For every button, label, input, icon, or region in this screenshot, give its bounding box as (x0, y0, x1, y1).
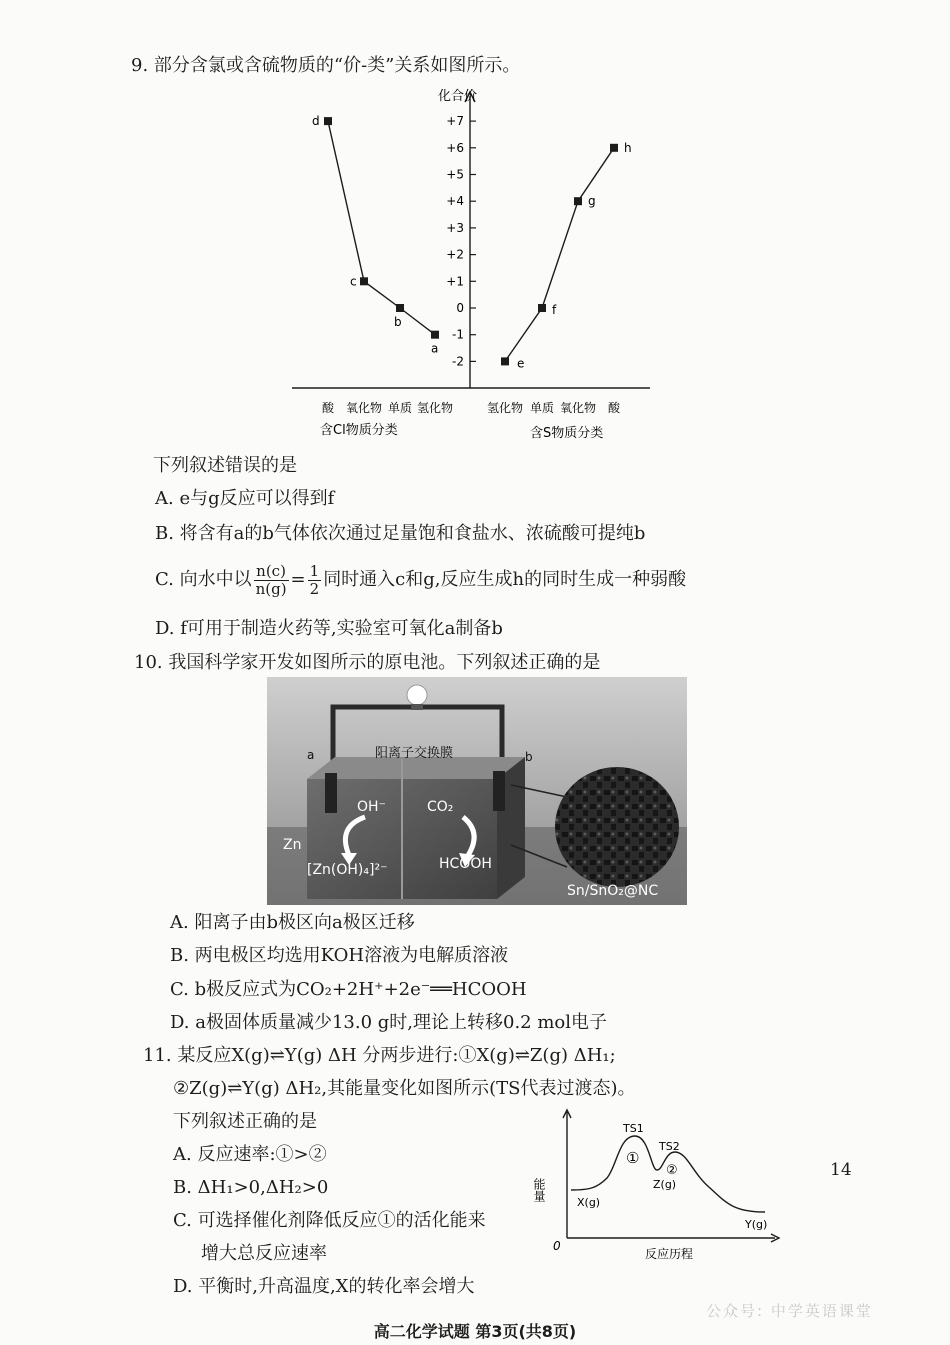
label-zn: Zn (283, 837, 302, 853)
label-znoh4: [Zn(OH)₄]²⁻ (307, 862, 388, 878)
ratio-denominator: n(g) (255, 579, 287, 598)
q9-option-c (155, 560, 686, 600)
label-a: a (307, 748, 315, 762)
half-numerator: 1 (309, 561, 320, 580)
label-b: b (525, 750, 533, 764)
point-c (360, 277, 368, 285)
y-tick-label: +5 (446, 167, 464, 182)
point-d (324, 117, 332, 125)
cl-category-label: 单质 (387, 401, 413, 415)
series-line-S (505, 148, 614, 362)
q11-energy-diagram (532, 1108, 785, 1268)
y-axis-label: 化合价 (438, 89, 478, 104)
catalyst-zoom (555, 767, 679, 887)
q10-option-c: C. b极反应式为CO₂+2H⁺+2e⁻══HCOOH (170, 979, 527, 1000)
half-denominator: 2 (309, 579, 320, 598)
electrode-a (325, 773, 337, 813)
q11-option-c-2: 增大总反应速率 (201, 1243, 327, 1264)
point-label-h: h (624, 140, 632, 155)
q9-prompt: 下列叙述错误的是 (153, 455, 297, 476)
point-e (501, 357, 509, 365)
q10-option-d: D. a极固体质量减少13.0 g时,理论上转移0.2 mol电子 (170, 1012, 608, 1033)
ts2-label: TS2 (659, 1140, 680, 1153)
point-label-d: d (312, 114, 320, 129)
q11-option-b: B. ΔH₁>0,ΔH₂>0 (173, 1177, 329, 1198)
cl-category-label: 酸 (321, 401, 335, 415)
origin-label: 0 (553, 1239, 561, 1253)
q11-stem-1: 11. 某反应X(g)⇌Y(g) ΔH 分两步进行:①X(g)⇌Z(g) ΔH₁; (143, 1045, 616, 1066)
q11-option-d: D. 平衡时,升高温度,X的转化率会增大 (173, 1276, 475, 1297)
q11-option-a: A. 反应速率:①>② (173, 1144, 327, 1165)
q9-option-c-pre: C. 向水中以 (155, 569, 252, 590)
y-tick-label: 0 (456, 301, 464, 315)
x-label: X(g) (577, 1196, 601, 1209)
point-h (610, 144, 618, 152)
s-group-label: 含S物质分类 (530, 426, 604, 441)
y-tick-label: +4 (446, 194, 464, 209)
point-label-b: b (394, 315, 402, 329)
step-2-marker: ② (666, 1163, 678, 1178)
cl-category-label: 氧化物 (345, 401, 383, 415)
q10-battery-figure (267, 677, 687, 905)
light-bulb-icon (407, 685, 427, 705)
q9-valence-chart (280, 82, 660, 452)
series-line-Cl (328, 121, 435, 335)
point-label-c: c (350, 274, 357, 289)
label-oh: OH⁻ (357, 799, 386, 815)
q11-prompt: 下列叙述正确的是 (173, 1111, 317, 1132)
point-a (431, 331, 439, 339)
q9-option-d: D. f可用于制造火药等,实验室可氧化a制备b (155, 618, 503, 639)
cl-group-label: 含Cl物质分类 (320, 423, 398, 438)
point-b (396, 304, 404, 312)
half-fraction (308, 563, 322, 598)
ts1-label: TS1 (623, 1122, 644, 1135)
y-tick-label: +7 (446, 114, 464, 129)
z-label: Z(g) (653, 1178, 677, 1191)
label-co2: CO₂ (427, 799, 454, 815)
s-category-label: 酸 (607, 401, 621, 415)
electrode-b (493, 771, 505, 811)
equals-sign: = (290, 569, 306, 590)
q9-option-c-post: 同时通入c和g,反应生成h的同时生成一种弱酸 (323, 569, 687, 590)
ratio-fraction (254, 563, 289, 598)
y-tick-label: -1 (452, 327, 464, 342)
page-footer: 高二化学试题 第3页(共8页) (373, 1322, 577, 1341)
y-tick-label: +3 (446, 220, 464, 235)
s-category-label: 氢化物 (486, 401, 524, 415)
y-tick-label: +1 (446, 274, 464, 289)
energy-x-label: 反应历程 (645, 1247, 694, 1261)
q11-stem-2: ②Z(g)⇌Y(g) ΔH₂,其能量变化如图所示(TS代表过渡态)。 (173, 1078, 636, 1099)
s-category-label: 单质 (529, 401, 555, 415)
y-tick-label: +2 (446, 247, 464, 262)
q9-option-b: B. 将含有a的b气体依次通过足量饱和食盐水、浓硫酸可提纯b (155, 523, 646, 544)
energy-y-label: 能量 (532, 1178, 546, 1202)
y-label: Y(g) (745, 1218, 768, 1231)
q9-option-a: A. e与g反应可以得到f (155, 488, 335, 509)
point-g (574, 197, 582, 205)
label-membrane: 阳离子交换膜 (375, 746, 454, 761)
label-catalyst: Sn/SnO₂@NC (567, 883, 659, 899)
point-label-f: f (552, 303, 557, 317)
margin-number: 14 (830, 1160, 852, 1180)
s-category-label: 氧化物 (559, 401, 597, 415)
ratio-numerator: n(c) (254, 563, 289, 581)
q9-stem: 9. 部分含氯或含硫物质的“价-类”关系如图所示。 (131, 55, 521, 76)
y-tick-label: -2 (452, 354, 464, 369)
label-hcooh: HCOOH (439, 856, 492, 872)
point-label-e: e (517, 356, 525, 371)
q10-stem: 10. 我国科学家开发如图所示的原电池。下列叙述正确的是 (134, 652, 601, 673)
watermark: 公众号: 中学英语课堂 (706, 1302, 873, 1320)
cl-category-label: 氢化物 (416, 401, 454, 415)
point-label-g: g (588, 194, 596, 209)
q10-option-a: A. 阳离子由b极区向a极区迁移 (170, 912, 415, 933)
step-1-marker: ① (626, 1149, 640, 1167)
point-label-a: a (431, 341, 439, 356)
q10-option-b: B. 两电极区均选用KOH溶液为电解质溶液 (170, 945, 509, 966)
point-f (538, 304, 546, 312)
q11-option-c-1: C. 可选择催化剂降低反应①的活化能来 (173, 1210, 486, 1231)
y-tick-label: +6 (446, 140, 464, 155)
